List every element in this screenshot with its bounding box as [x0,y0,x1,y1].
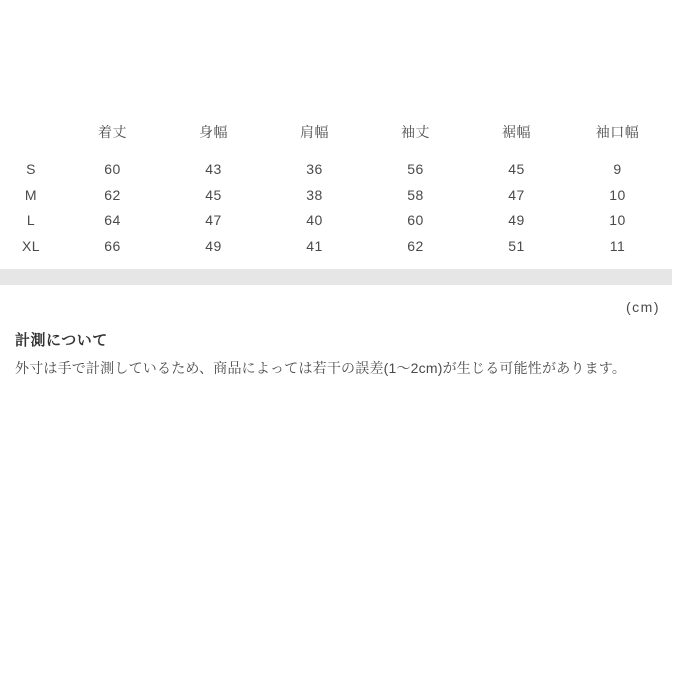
table-cell: 60 [407,212,424,228]
table-cell: 62 [104,186,121,203]
size-chart-section [0,118,672,378]
table-cell: 49 [508,212,525,228]
column-header-hem-width: 裾幅 [502,124,531,140]
table-cell: 45 [205,186,222,203]
table-row-l [0,208,672,234]
table-footer-band [0,269,672,285]
column-header-body-width: 身幅 [199,124,228,140]
table-row-xl [0,234,672,260]
table-cell: 49 [205,237,222,254]
size-label: S [26,161,36,177]
table-cell: 62 [407,237,424,254]
table-cell: 38 [306,186,323,203]
table-cell: 36 [306,161,323,177]
size-label: M [24,186,38,203]
table-cell: 43 [205,161,222,177]
measurement-note-heading: 計測について [15,332,108,349]
table-cell: 40 [306,212,323,228]
table-row-s [0,157,672,183]
table-cell: 66 [104,237,121,254]
size-label: L [26,212,36,228]
table-cell: 56 [407,161,424,177]
table-cell: 58 [407,186,424,203]
table-cell: 9 [613,161,622,177]
table-cell: 10 [609,212,626,228]
table-cell: 60 [104,161,121,177]
column-header-sleeve-length: 袖丈 [401,124,430,140]
table-cell: 47 [508,186,525,203]
unit-label: (cm) [626,299,660,315]
table-cell: 41 [306,237,323,254]
size-label: XL [21,237,41,254]
table-cell: 45 [508,161,525,177]
table-cell: 64 [104,212,121,228]
size-column-spacer [0,118,62,146]
table-cell: 47 [205,212,222,228]
measurement-note-body: 外寸は手で計測しているため、商品によっては若干の誤差(1〜2cm)が生じる可能性があります。 [15,360,627,376]
table-cell: 10 [609,186,626,203]
size-chart-header-row [0,118,672,146]
size-chart-table [0,118,672,259]
column-header-body-length: 着丈 [98,124,127,140]
table-cell: 51 [508,237,525,254]
table-cell: 11 [609,237,626,254]
table-row-m [0,183,672,209]
column-header-cuff-width: 袖口幅 [595,124,640,140]
column-header-shoulder-width: 肩幅 [300,124,329,140]
